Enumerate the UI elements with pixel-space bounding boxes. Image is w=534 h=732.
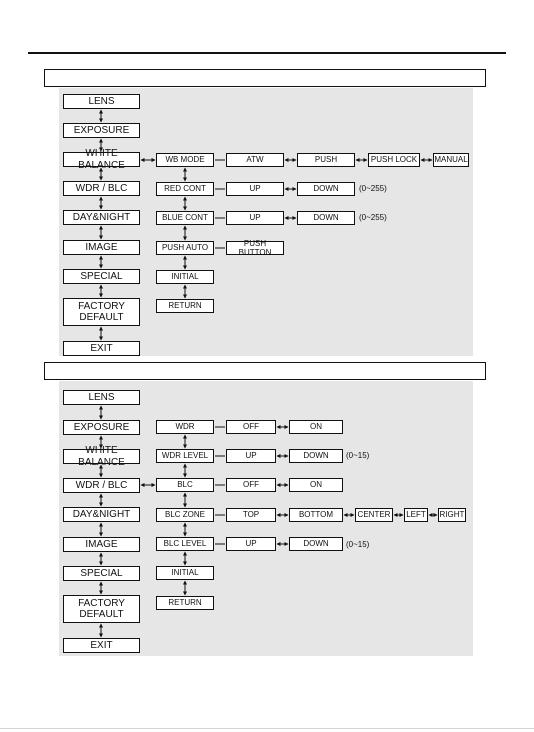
s1-opt-blue-up: UP xyxy=(226,211,284,225)
s2-menu-wdr-blc: WDR / BLC xyxy=(63,478,140,493)
s2-opt-blc-level-down: DOWN xyxy=(289,537,343,551)
s2-menu-day-night: DAY&NIGHT xyxy=(63,507,140,522)
s2-menu-lens: LENS xyxy=(63,390,140,405)
bottom-edge-mark xyxy=(0,728,534,729)
s1-menu-lens: LENS xyxy=(63,94,140,109)
s1-opt-push: PUSH xyxy=(297,153,355,167)
s2-menu-exit: EXIT xyxy=(63,638,140,653)
s1-opt-push-button: PUSH BUTTON xyxy=(226,241,284,255)
s2-opt-wdr-level-up: UP xyxy=(226,449,276,463)
s1-menu-exposure: EXPOSURE xyxy=(63,123,140,138)
s2-sub-blc: BLC xyxy=(156,478,214,492)
s2-opt-blc-on: ON xyxy=(289,478,343,492)
s1-menu-day-night: DAY&NIGHT xyxy=(63,210,140,225)
s2-opt-blc-zone-bottom: BOTTOM xyxy=(289,508,343,522)
s2-wdr-level-range-note: (0~15) xyxy=(346,451,370,460)
s1-opt-atw: ATW xyxy=(226,153,284,167)
s2-sub-blc-zone: BLC ZONE xyxy=(156,508,214,522)
s2-blc-level-range-note: (0~15) xyxy=(346,540,370,549)
s2-opt-wdr-level-down: DOWN xyxy=(289,449,343,463)
s1-opt-red-up: UP xyxy=(226,182,284,196)
s2-opt-blc-level-up: UP xyxy=(226,537,276,551)
s1-menu-special: SPECIAL xyxy=(63,269,140,284)
s1-opt-red-down: DOWN xyxy=(297,182,355,196)
s1-opt-blue-down: DOWN xyxy=(297,211,355,225)
s2-opt-blc-zone-top: TOP xyxy=(226,508,276,522)
s2-sub-return: RETURN xyxy=(156,596,214,610)
s1-opt-manual: MANUAL xyxy=(433,153,469,167)
s2-menu-exposure: EXPOSURE xyxy=(63,420,140,435)
s1-sub-red-cont: RED CONT xyxy=(156,182,214,196)
s2-opt-blc-zone-left: LEFT xyxy=(404,508,428,522)
s2-sub-wdr: WDR xyxy=(156,420,214,434)
s2-menu-factory-default: FACTORY DEFAULT xyxy=(63,595,140,623)
s1-menu-image: IMAGE xyxy=(63,240,140,255)
s2-menu-special: SPECIAL xyxy=(63,566,140,581)
s2-opt-blc-zone-right: RIGHT xyxy=(438,508,466,522)
s1-menu-exit: EXIT xyxy=(63,341,140,356)
s2-opt-wdr-off: OFF xyxy=(226,420,276,434)
s2-sub-initial: INITIAL xyxy=(156,566,214,580)
s1-sub-initial: INITIAL xyxy=(156,270,214,284)
s1-menu-wdr-blc: WDR / BLC xyxy=(63,181,140,196)
s1-menu-white-balance: WHITE BALANCE xyxy=(63,152,140,167)
s2-sub-wdr-level: WDR LEVEL xyxy=(156,449,214,463)
s1-sub-wb-mode: WB MODE xyxy=(156,153,214,167)
s1-sub-return: RETURN xyxy=(156,299,214,313)
s2-menu-image: IMAGE xyxy=(63,537,140,552)
s1-opt-push-lock: PUSH LOCK xyxy=(368,153,420,167)
s2-opt-blc-zone-center: CENTER xyxy=(355,508,393,522)
s1-menu-factory-default: FACTORY DEFAULT xyxy=(63,298,140,326)
s1-sub-blue-cont: BLUE CONT xyxy=(156,211,214,225)
s1-blue-range-note: (0~255) xyxy=(359,213,387,222)
s2-opt-wdr-on: ON xyxy=(289,420,343,434)
s2-sub-blc-level: BLC LEVEL xyxy=(156,537,214,551)
s2-menu-white-balance: WHITE BALANCE xyxy=(63,449,140,464)
s2-opt-blc-off: OFF xyxy=(226,478,276,492)
s1-sub-push-auto: PUSH AUTO xyxy=(156,241,214,255)
s1-red-range-note: (0~255) xyxy=(359,184,387,193)
